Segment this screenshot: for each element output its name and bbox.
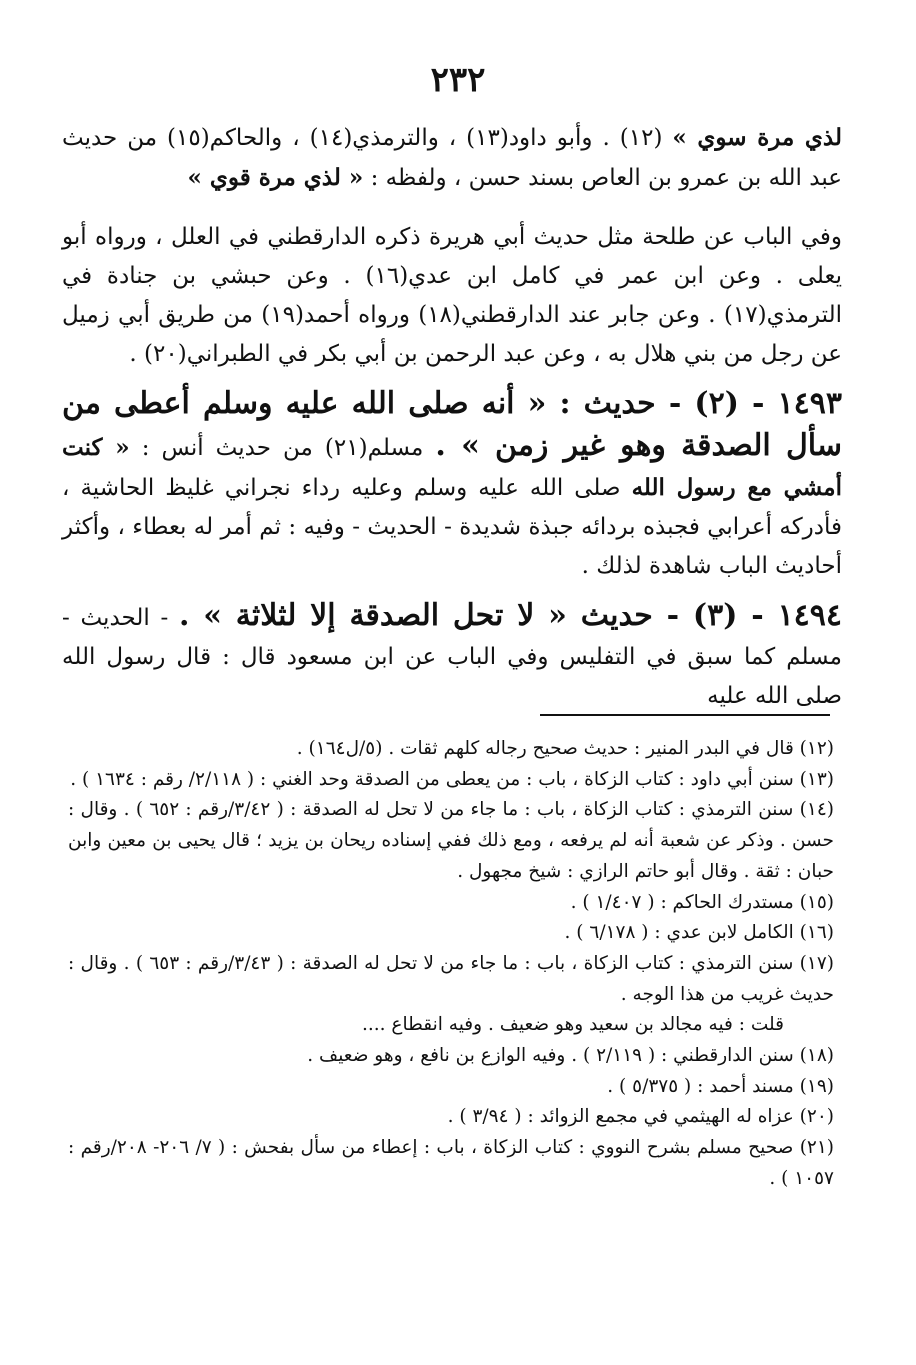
quoted-text: لذي مرة سوي »: [672, 124, 842, 151]
footnote: (١٢) قال في البدر المنير : حديث صحيح رجاله كلهم ثقات . (٥/ل١٦٤) .: [296, 738, 834, 759]
paragraph-text: صلى الله عليه وسلم وعليه رداء نجراني غليظ الحاشية ، فأدركه أعرابي فجبذه بردائه جبذة شديدة - الحديث - وفيه : ثم أمر له بعطاء ، وأكثر أحاديث الباب شاهدة لذلك .: [62, 475, 842, 579]
paragraph-text: - الحديث - مسلم كما سبق في التفليس وفي الباب عن ابن مسعود قال : قال رسول الله صلى الله عليه: [62, 605, 842, 709]
footnote: (١٣) سنن أبي داود : كتاب الزكاة ، باب : من يعطى من الصدقة وحد الغني : ( ٢/١١٨/ رقم : ١٦٣٤ ) .: [70, 768, 834, 790]
footnote: (١٦) الكامل لابن عدي : ( ٦/١٧٨ ) .: [564, 922, 834, 944]
hadith-heading: ١٤٩٤ - (٣) - حديث « لا تحل الصدقة إلا لثلاثة » .: [178, 598, 843, 633]
hadith-1493: [62, 384, 842, 586]
footnote: (١٤) سنن الترمذي : كتاب الزكاة ، باب : ما جاء من لا تحل له الصدقة : ( ٣/٤٢/رقم : ٦٥٢ ) . وقال : حسن . وذكر عن شعبة أنه لم يرفعه ، ومع ذلك ففي إسناده ريحان بن يزيد ؛ قال يحيى بن معين وابن حبان : ثقة . وقال أبو حاتم الرازي : شيخ مجهول .: [68, 799, 834, 882]
footnote: (٢١) صحيح مسلم بشرح النووي : كتاب الزكاة ، باب : إعطاء من سأل بفحش : ( ٧/ ٢٠٦- ٢٠٨/رقم : ١٠٥٧ ) .: [68, 1137, 835, 1189]
hadith-heading: ١٤٩٣ - (٢) - حديث : « أنه صلى الله عليه وسلم أعطى من سأل الصدقة وهو غير زمن » .: [62, 386, 843, 463]
quoted-text: « لذي مرة قوي »: [187, 164, 364, 191]
hadith-1494: [62, 596, 842, 716]
footnote: (١٧) سنن الترمذي : كتاب الزكاة ، باب : ما جاء من لا تحل له الصدقة : ( ٣/٤٣/رقم : ٦٥٣ ) . وقال : حديث غريب من هذا الوجه .: [68, 952, 834, 1005]
page-number: ٢٣٢: [430, 60, 486, 100]
footnote-comment: قلت : فيه مجالد بن سعيد وهو ضعيف . وفيه انقطاع ....: [362, 1014, 784, 1036]
paragraph-text: مسلم(٢١) من حديث أنس :: [129, 435, 424, 461]
footnote-divider: [540, 714, 830, 716]
footnote: (١٥) مستدرك الحاكم : ( ١/٤٠٧ ) .: [570, 891, 834, 913]
quoted-text: « كنت أمشي مع رسول الله: [62, 434, 843, 501]
footnotes: [68, 734, 834, 1195]
footnote: (١٩) مسند أحمد : ( ٥/٣٧٥ ) .: [607, 1075, 834, 1097]
paragraph-text: (١٢) . وأبو داود(١٣) ، والترمذي(١٤) ، والحاكم(١٥) من حديث عبد الله بن عمرو بن العاص بسند حسن ، ولفظه :: [62, 125, 842, 191]
paragraph-continuation: [62, 118, 842, 198]
footnote: (٢٠) عزاه له الهيثمي في مجمع الزوائد : ( ٣/٩٤ ) .: [447, 1106, 834, 1128]
footnote: (١٨) سنن الدارقطني : ( ٢/١١٩ ) . وفيه الوازع بن نافع ، وهو ضعيف .: [307, 1045, 834, 1067]
main-text: [62, 118, 842, 716]
paragraph-bab: وفي الباب عن طلحة مثل حديث أبي هريرة ذكره الدارقطني في العلل ، ورواه أبو يعلى . وعن ابن عمر في كامل ابن عدي(١٦) . وعن حبشي بن جنادة في الترمذي(١٧) . وعن جابر عند الدارقطني(١٨) ورواه أحمد(١٩) من طريق أبي زميل عن رجل من بني هلال به ، وعن عبد الرحمن بن أبي بكر في الطبراني(٢٠) .: [62, 224, 842, 367]
